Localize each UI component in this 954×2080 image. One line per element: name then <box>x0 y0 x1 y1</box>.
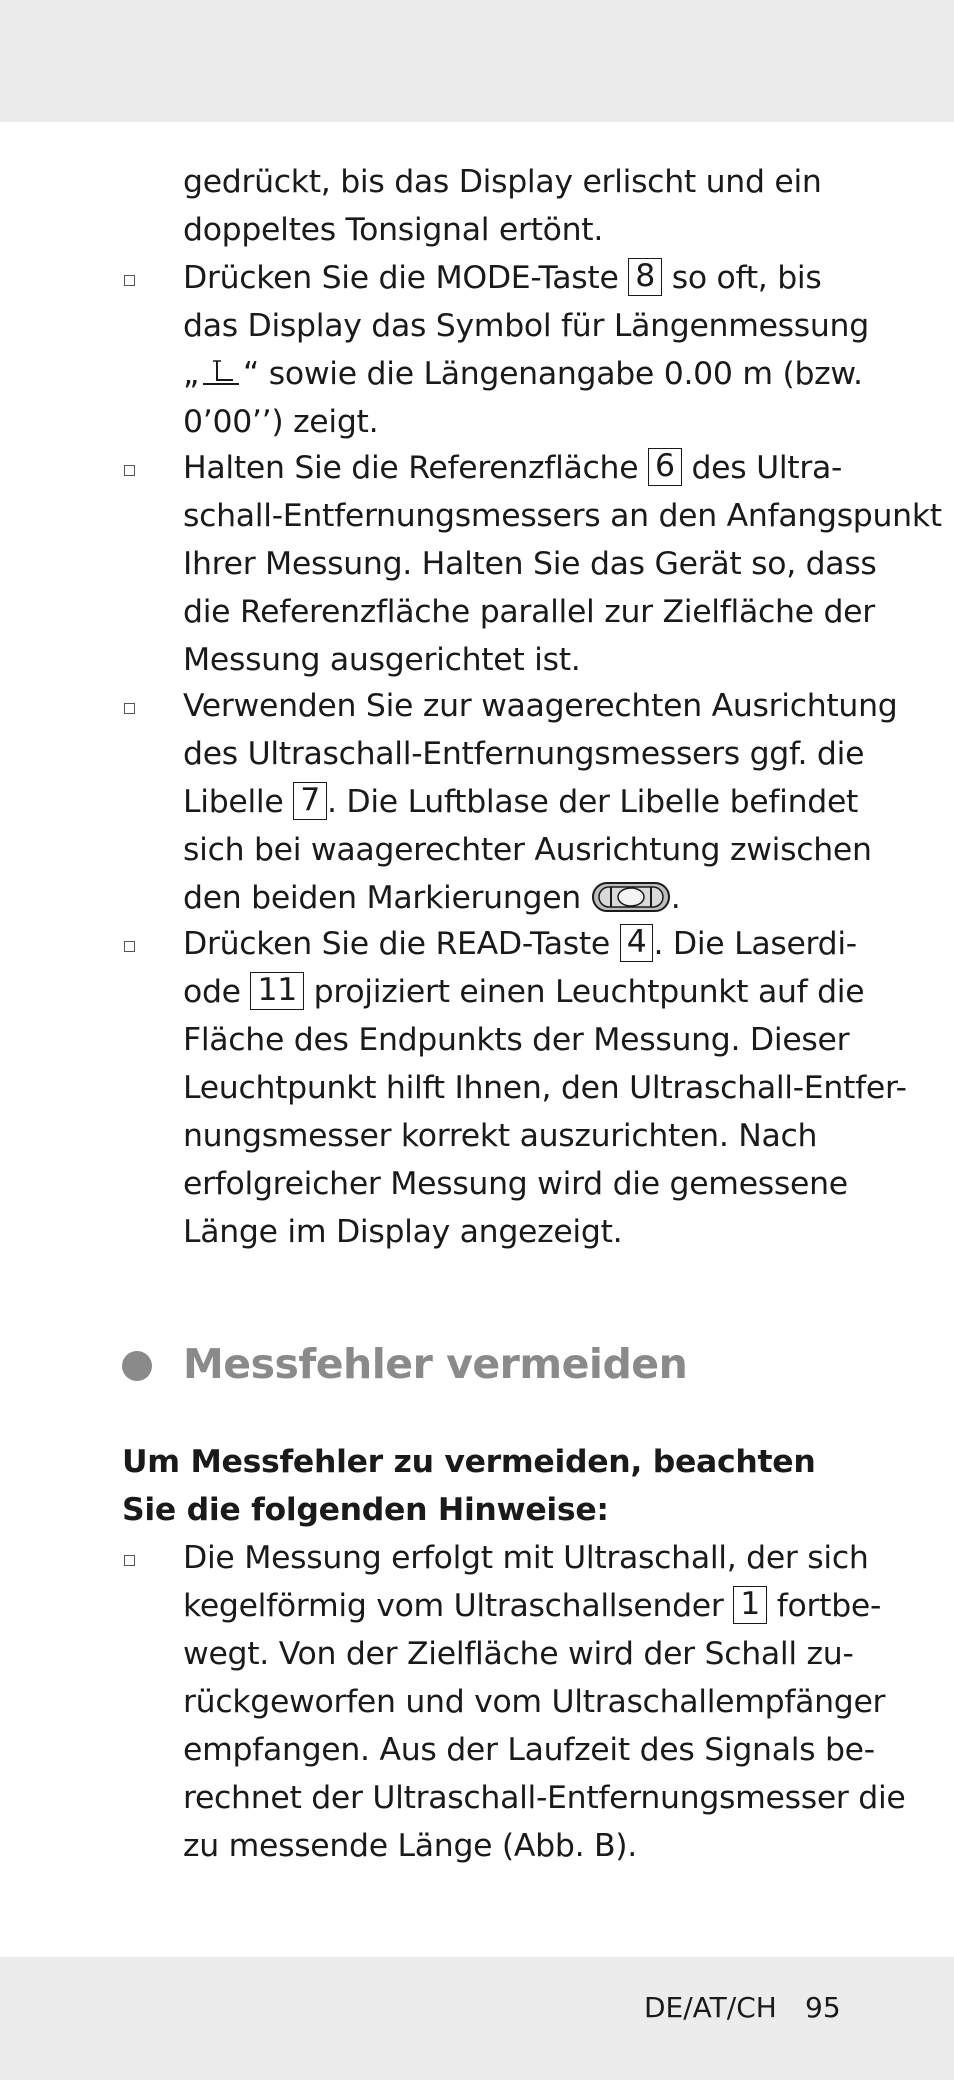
list-item-line: empfangen. Aus der Laufzeit des Signals be- <box>183 1732 875 1768</box>
list-item-line: rechnet der Ultraschall-Entfernungsmesser die <box>183 1780 906 1816</box>
list-item-line: des Ultraschall-Entfernungsmessers ggf. die <box>183 736 865 772</box>
list-item-line: erfolgreicher Messung wird die gemessene <box>183 1166 848 1202</box>
list-item-line: den beiden Markierungen . <box>183 874 680 928</box>
list-item-line: nungsmesser korrekt auszurichten. Nach <box>183 1118 818 1154</box>
list-item-line: „ “ sowie die Längenangabe 0.00 m (bzw. <box>183 350 863 402</box>
list-item-line: sich bei waagerechter Ausrichtung zwischen <box>183 832 872 868</box>
header-band <box>0 0 954 122</box>
list-item-line: ode 11 projiziert einen Leuchtpunkt auf die <box>183 972 865 1010</box>
list-item-line: Ihrer Messung. Halten Sie das Gerät so, dass <box>183 546 877 582</box>
reference-number-box: 8 <box>628 258 662 296</box>
list-bullet <box>124 703 135 714</box>
list-item-line: Fläche des Endpunkts der Messung. Dieser <box>183 1022 850 1058</box>
list-item-line: Länge im Display angezeigt. <box>183 1214 623 1250</box>
reference-number-box: 4 <box>620 924 654 962</box>
list-bullet <box>124 941 135 952</box>
list-item-line: Leuchtpunkt hilft Ihnen, den Ultraschall-Entfer- <box>183 1070 907 1106</box>
section-heading: Messfehler vermeiden <box>183 1340 688 1388</box>
reference-number-box: 6 <box>648 448 682 486</box>
reference-number-box: 11 <box>250 972 303 1010</box>
list-item-line: Halten Sie die Referenzfläche 6 des Ultra- <box>183 448 843 486</box>
list-item-line: Drücken Sie die MODE-Taste 8 so oft, bis <box>183 258 822 296</box>
page-number: 95 <box>805 1991 841 2024</box>
list-item-line: zu messende Länge (Abb. B). <box>183 1828 638 1864</box>
heading-bullet-icon <box>122 1351 152 1381</box>
list-item-line: 0’00’’) zeigt. <box>183 404 379 440</box>
reference-number-box: 7 <box>293 782 327 820</box>
list-item-line: Libelle 7 . Die Luftblase der Libelle befindet <box>183 782 859 820</box>
section-subheading: Sie die folgenden Hinweise: <box>122 1492 609 1528</box>
section-subheading: Um Messfehler zu vermeiden, beachten <box>122 1444 816 1480</box>
list-item-line: die Referenzfläche parallel zur Zielfläche der <box>183 594 875 630</box>
reference-number-box: 1 <box>733 1586 767 1624</box>
list-item-line: wegt. Von der Zielfläche wird der Schall zu- <box>183 1636 854 1672</box>
list-item-line: Messung ausgerichtet ist. <box>183 642 581 678</box>
text-line: doppeltes Tonsignal ertönt. <box>183 212 604 248</box>
list-item-line: Verwenden Sie zur waagerechten Ausrichtung <box>183 688 898 724</box>
list-item-line: das Display das Symbol für Längenmessung <box>183 308 869 344</box>
list-item-line: Drücken Sie die READ-Taste 4 . Die Laserdi- <box>183 924 857 962</box>
length-measurement-icon <box>199 354 243 402</box>
list-item-line: schall-Entfernungsmessers an den Anfangspunkt <box>183 498 942 534</box>
list-bullet <box>124 465 135 476</box>
list-item-line: kegelförmig vom Ultraschallsender 1 fortbe- <box>183 1586 882 1624</box>
list-item-line: rückgeworfen und vom Ultraschallempfänger <box>183 1684 886 1720</box>
text-line: gedrückt, bis das Display erlischt und ein <box>183 164 822 200</box>
footer-region: DE/AT/CH <box>644 1991 777 2024</box>
list-bullet <box>124 275 135 286</box>
list-bullet <box>124 1555 135 1566</box>
list-item-line: Die Messung erfolgt mit Ultraschall, der sich <box>183 1540 869 1576</box>
